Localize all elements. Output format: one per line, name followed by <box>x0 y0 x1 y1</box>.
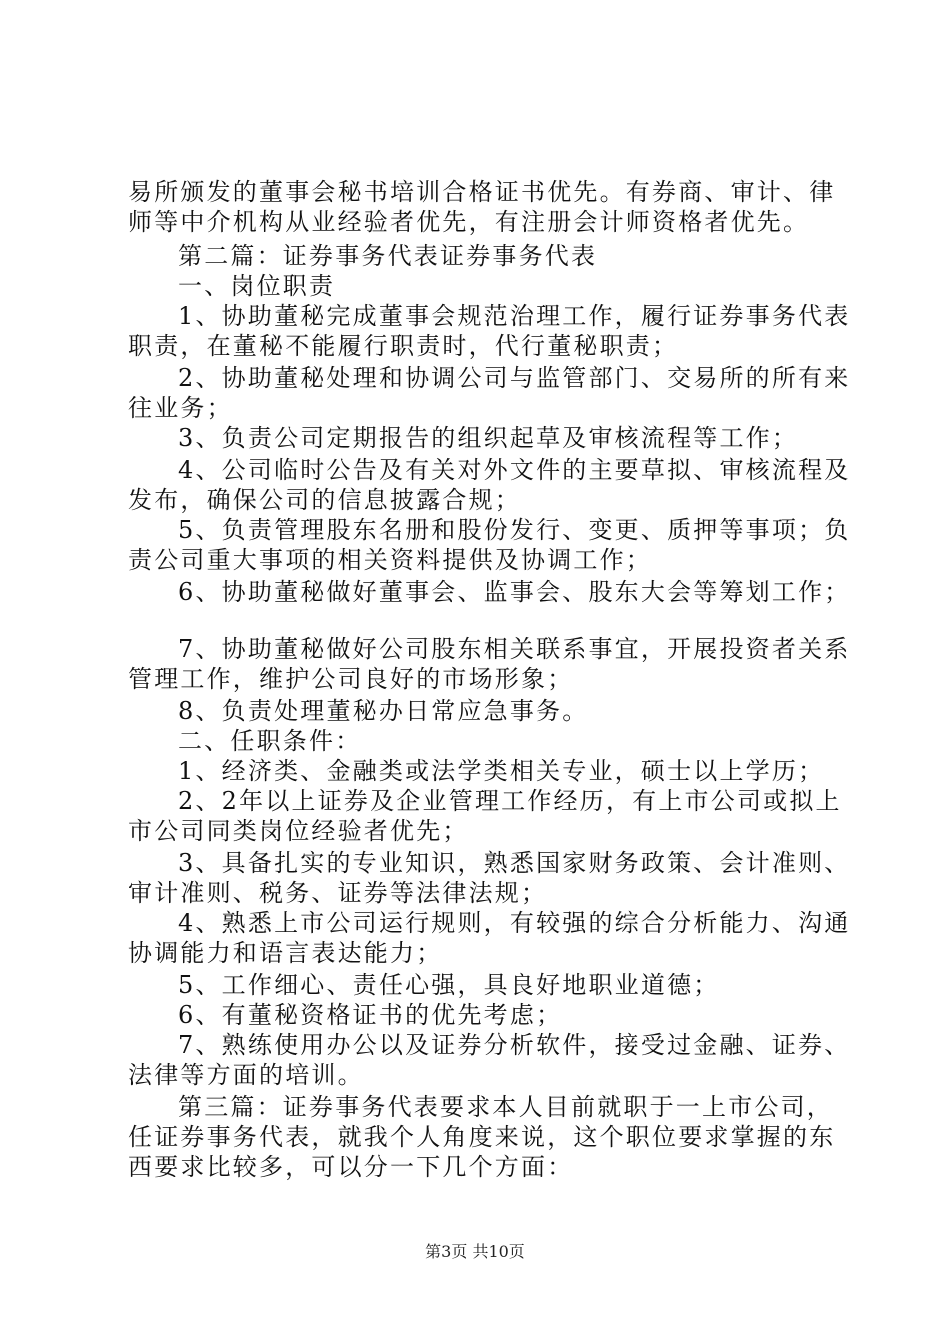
text-line: 7、熟练使用办公以及证券分析软件，接受过金融、证券、 <box>178 1031 851 1059</box>
text-line: 审计准则、税务、证券等法律法规； <box>128 879 548 907</box>
text-line: 5、工作细心、责任心强，具良好地职业道德； <box>178 971 720 999</box>
text-line: 易所颁发的董事会秘书培训合格证书优先。有券商、审计、律 <box>128 178 836 206</box>
text-line: 1、经济类、金融类或法学类相关专业，硕士以上学历； <box>178 757 825 785</box>
text-line: 任证券事务代表，就我个人角度来说，这个职位要求掌握的东 <box>128 1123 836 1151</box>
text-line: 2、2年以上证券及企业管理工作经历，有上市公司或拟上 <box>178 787 842 815</box>
page-number-footer: 第3页 共10页 <box>425 1242 525 1261</box>
text-line: 往业务； <box>128 394 233 422</box>
section-heading: 第三篇：证券事务代表要求本人目前就职于一上市公司， <box>178 1093 833 1121</box>
text-line: 6、有董秘资格证书的优先考虑； <box>178 1001 563 1029</box>
text-line: 7、协助董秘做好公司股东相关联系事宜，开展投资者关系 <box>178 635 851 663</box>
sub-heading: 二、任职条件： <box>178 727 362 755</box>
text-line: 市公司同类岗位经验者优先； <box>128 817 469 845</box>
text-line: 管理工作，维护公司良好的市场形象； <box>128 665 574 693</box>
text-line: 责公司重大事项的相关资料提供及协调工作； <box>128 546 652 574</box>
text-line: 5、负责管理股东名册和股份发行、变更、质押等事项；负 <box>178 516 851 544</box>
text-line: 4、公司临时公告及有关对外文件的主要草拟、审核流程及 <box>178 456 851 484</box>
text-line: 8、负责处理董秘办日常应急事务。 <box>178 697 589 725</box>
text-line: 法律等方面的培训。 <box>128 1061 364 1089</box>
text-line: 6、协助董秘做好董事会、监事会、股东大会等筹划工作； <box>178 578 851 606</box>
section-heading: 第二篇：证券事务代表证券事务代表 <box>178 242 598 270</box>
text-line: 3、具备扎实的专业知识，熟悉国家财务政策、会计准则、 <box>178 849 851 877</box>
text-line: 协调能力和语言表达能力； <box>128 939 443 967</box>
text-line: 西要求比较多，可以分一下几个方面： <box>128 1153 574 1181</box>
text-line: 职责，在董秘不能履行职责时，代行董秘职责； <box>128 332 679 360</box>
text-line: 1、协助董秘完成董事会规范治理工作，履行证券事务代表 <box>178 302 851 330</box>
text-line: 发布，确保公司的信息披露合规； <box>128 486 521 514</box>
text-line: 师等中介机构从业经验者优先，有注册会计师资格者优先。 <box>128 208 810 236</box>
text-line: 4、熟悉上市公司运行规则，有较强的综合分析能力、沟通 <box>178 909 851 937</box>
sub-heading: 一、岗位职责 <box>178 272 336 300</box>
text-line: 3、负责公司定期报告的组织起草及审核流程等工作； <box>178 424 799 452</box>
text-line: 2、协助董秘处理和协调公司与监管部门、交易所的所有来 <box>178 364 851 392</box>
